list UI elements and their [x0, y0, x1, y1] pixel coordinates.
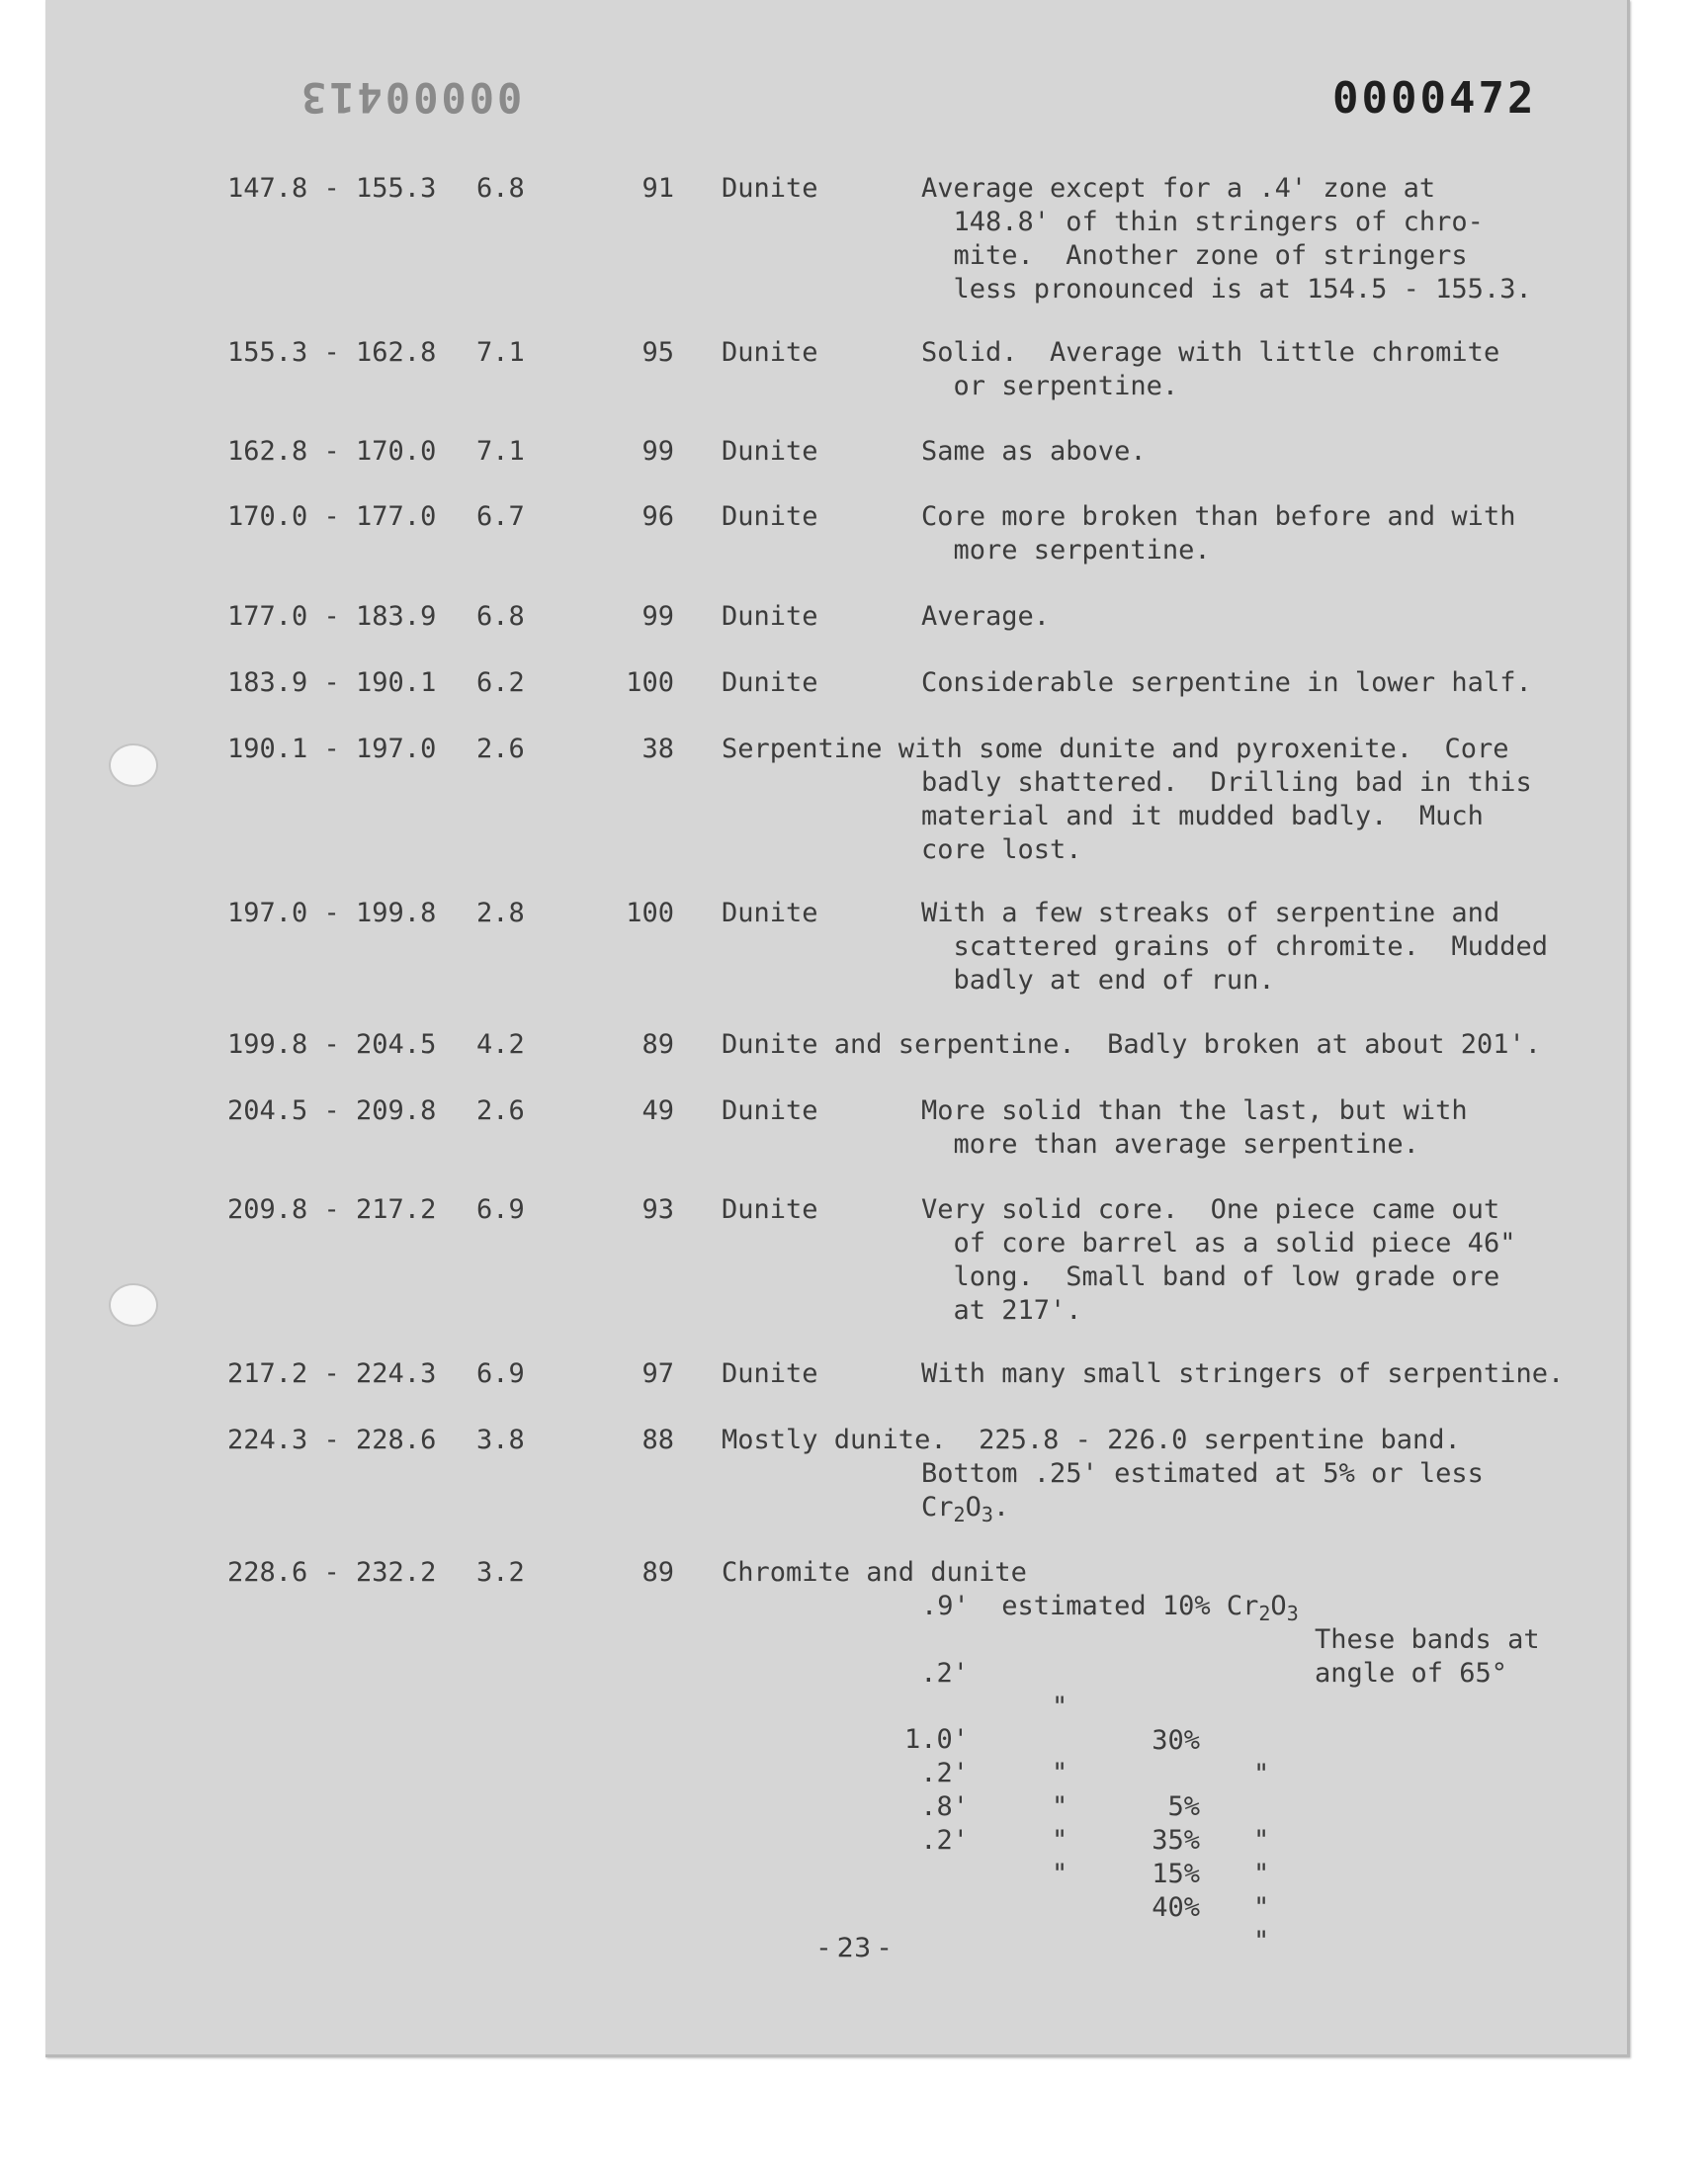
recovery: 89 [641, 1029, 674, 1060]
band-thickness: .2' [920, 1658, 969, 1689]
band-percent: 15% [1152, 1859, 1200, 1889]
remark-line: Bottom .25' estimated at 5% or less [921, 1458, 1484, 1489]
remark-line: or serpentine. [921, 371, 1179, 401]
recovery: 99 [641, 436, 674, 467]
run-length: 4.2 [476, 1029, 525, 1060]
bands-header-text: .9' estimated 10% Cr [921, 1591, 1259, 1621]
page-stamp-inverted: 00000413 [299, 73, 523, 122]
rock-type: Dunite [722, 601, 818, 632]
ditto-mark: " [1052, 1692, 1068, 1722]
band-thickness: .2' [920, 1758, 969, 1788]
rock-type: Dunite [722, 501, 818, 532]
run-length: 6.9 [476, 1194, 525, 1225]
interval: 190.1 - 197.0 [227, 734, 437, 764]
formula-part: . [992, 1492, 1010, 1522]
formula-subscript: 3 [1286, 1602, 1299, 1625]
bands-note-line: angle of 65° [1315, 1658, 1508, 1689]
remark-line: mite. Another zone of stringers [921, 240, 1468, 271]
ditto-mark: " [1253, 1759, 1270, 1789]
recovery: 89 [641, 1557, 674, 1588]
remark-line: more serpentine. [921, 535, 1211, 566]
remark-line: With many small stringers of serpentine. [921, 1358, 1565, 1389]
rock-type: Dunite and serpentine. Badly broken at about 201'. [722, 1029, 1542, 1060]
ditto-mark: " [1253, 1825, 1270, 1856]
ditto-mark: " [1253, 1859, 1270, 1889]
remark-line: With a few streaks of serpentine and [921, 898, 1500, 928]
ditto-mark: " [1052, 1758, 1068, 1788]
run-length: 7.1 [476, 436, 525, 467]
rock-type: Dunite [722, 667, 818, 698]
interval: 224.3 - 228.6 [227, 1425, 437, 1455]
bands-note [1315, 1623, 1540, 1657]
interval: 209.8 - 217.2 [227, 1194, 437, 1225]
run-length: 7.1 [476, 337, 525, 368]
remark-line: badly at end of run. [921, 965, 1275, 996]
interval: 228.6 - 232.2 [227, 1557, 437, 1588]
run-length: 2.8 [476, 898, 525, 928]
remark-line: more than average serpentine. [921, 1129, 1419, 1160]
remark-line: badly shattered. Drilling bad in this [921, 767, 1532, 798]
ditto-mark: " [1052, 1859, 1068, 1889]
remark-line: less pronounced is at 154.5 - 155.3. [921, 274, 1532, 304]
formula-part: Cr [921, 1492, 954, 1522]
interval: 155.3 - 162.8 [227, 337, 437, 368]
band-percent: 35% [1152, 1825, 1200, 1856]
page-stamp-number: 0000472 [1332, 73, 1537, 124]
recovery: 96 [641, 501, 674, 532]
remark-line: Average except for a .4' zone at [921, 173, 1436, 204]
run-length: 3.8 [476, 1425, 525, 1455]
remark-line: Considerable serpentine in lower half. [921, 667, 1532, 698]
band-percent: 30% [1152, 1725, 1200, 1756]
run-length: 3.2 [476, 1557, 525, 1588]
formula-subscript: 3 [981, 1503, 993, 1526]
cr2o3-formula [921, 1491, 1009, 1524]
interval: 204.5 - 209.8 [227, 1095, 437, 1126]
rock-type: Dunite [722, 173, 818, 204]
interval: 183.9 - 190.1 [227, 667, 437, 698]
ditto-mark: " [1253, 1926, 1270, 1957]
band-percent: 5% [1167, 1791, 1200, 1822]
run-length: 6.9 [476, 1358, 525, 1389]
rock-type: Serpentine with some dunite and pyroxenite. Core [722, 734, 1509, 764]
recovery: 100 [626, 667, 674, 698]
remark-line: Core more broken than before and with [921, 501, 1516, 532]
rock-type: Chromite and dunite [722, 1557, 1027, 1588]
run-length: 2.6 [476, 734, 525, 764]
ditto-mark: " [1052, 1825, 1068, 1856]
remark-line: of core barrel as a solid piece 46" [921, 1228, 1516, 1259]
formula-subscript: 2 [1258, 1602, 1271, 1625]
recovery: 91 [641, 173, 674, 204]
bands-note-line: These bands at [1315, 1624, 1540, 1655]
remark-line: 148.8' of thin stringers of chro- [921, 207, 1484, 237]
recovery: 88 [641, 1425, 674, 1455]
remark-line: Same as above. [921, 436, 1147, 467]
recovery: 95 [641, 337, 674, 368]
rock-type: Dunite [722, 436, 818, 467]
remark-line: scattered grains of chromite. Mudded [921, 931, 1548, 962]
ditto-mark: " [1052, 1791, 1068, 1822]
run-length: 6.7 [476, 501, 525, 532]
formula-part: O [965, 1492, 982, 1522]
ditto-mark: " [1253, 1892, 1270, 1923]
bands-note [1315, 1657, 1507, 1691]
remark-line: at 217'. [921, 1295, 1082, 1326]
formula-subscript: 2 [953, 1503, 966, 1526]
run-length: 2.6 [476, 1095, 525, 1126]
interval: 170.0 - 177.0 [227, 501, 437, 532]
recovery: 97 [641, 1358, 674, 1389]
band-thickness: 1.0' [903, 1724, 969, 1755]
band-thickness: .2' [920, 1825, 969, 1856]
run-length: 6.2 [476, 667, 525, 698]
rock-type: Mostly dunite. 225.8 - 226.0 serpentine band. [722, 1425, 1461, 1455]
rock-type: Dunite [722, 337, 818, 368]
recovery: 93 [641, 1194, 674, 1225]
recovery: 49 [641, 1095, 674, 1126]
recovery: 100 [626, 898, 674, 928]
band-thickness: .8' [920, 1791, 969, 1822]
remark-line: Average. [921, 601, 1051, 632]
interval: 162.8 - 170.0 [227, 436, 437, 467]
band-percent: 40% [1152, 1892, 1200, 1923]
run-length: 6.8 [476, 173, 525, 204]
bands-header [921, 1590, 1299, 1623]
rock-type: Dunite [722, 898, 818, 928]
remark-line: core lost. [921, 834, 1082, 865]
remark-line: Solid. Average with little chromite [921, 337, 1500, 368]
run-length: 6.8 [476, 601, 525, 632]
interval: 177.0 - 183.9 [227, 601, 437, 632]
remark-line: More solid than the last, but with [921, 1095, 1468, 1126]
remark-line: material and it mudded badly. Much [921, 801, 1484, 831]
rock-type: Dunite [722, 1194, 818, 1225]
remark-line: Very solid core. One piece came out [921, 1194, 1500, 1225]
formula-part: O [1270, 1591, 1287, 1621]
rock-type: Dunite [722, 1358, 818, 1389]
interval: 217.2 - 224.3 [227, 1358, 437, 1389]
interval: 147.8 - 155.3 [227, 173, 437, 204]
recovery: 38 [641, 734, 674, 764]
recovery: 99 [641, 601, 674, 632]
rock-type: Dunite [722, 1095, 818, 1126]
page-number: - 23 - [818, 1933, 890, 1963]
interval: 197.0 - 199.8 [227, 898, 437, 928]
interval: 199.8 - 204.5 [227, 1029, 437, 1060]
remark-line: long. Small band of low grade ore [921, 1262, 1500, 1292]
